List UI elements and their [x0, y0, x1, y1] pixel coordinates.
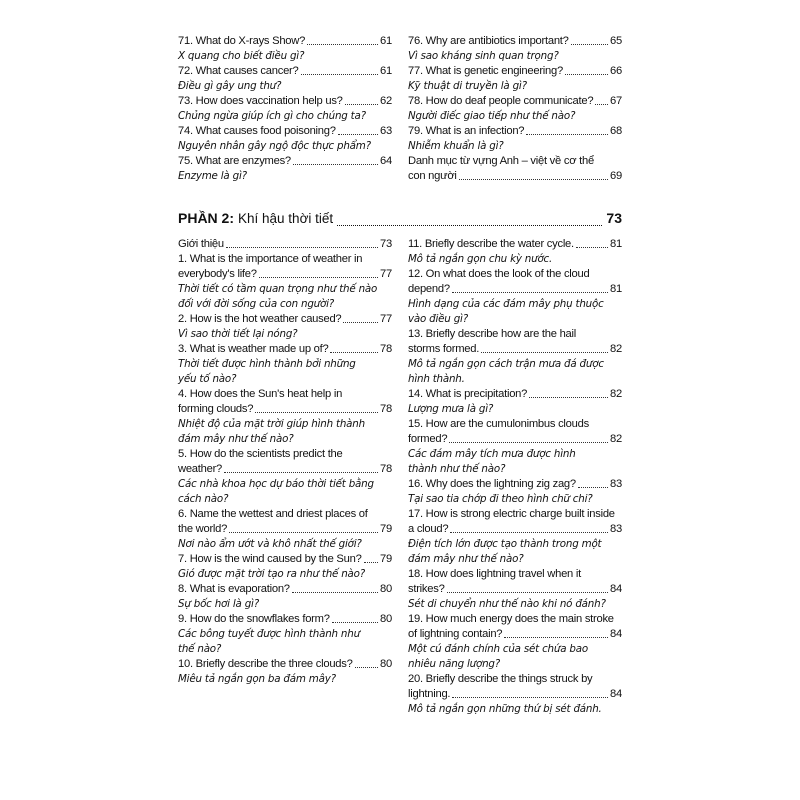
toc-entry-translation: Vì sao thời tiết lại nóng? [178, 328, 298, 340]
leader-dots [595, 94, 608, 105]
toc-entry-page-number: 68 [610, 125, 622, 137]
toc-entry-translation: Gió được mặt trời tạo ra như thế nào? [178, 568, 366, 580]
toc-entry-translation: Sét di chuyển như thế nào khi nó đánh? [408, 598, 606, 610]
toc-entry-translation: Chủng ngừa giúp ích gì cho chúng ta? [178, 110, 366, 122]
toc-entry-page-number: 79 [380, 523, 392, 535]
leader-dots [578, 477, 608, 488]
toc-entry-title: 79. What is an infection? [408, 125, 525, 137]
toc-entry-translation: Sự bốc hơi là gì? [178, 598, 259, 610]
toc-entry [408, 267, 622, 327]
toc-entry-line [178, 34, 392, 49]
leader-dots [450, 522, 608, 533]
leader-dots [224, 462, 378, 473]
toc-entry [178, 312, 392, 342]
leader-dots [343, 312, 378, 323]
leader-dots [504, 627, 608, 638]
leader-dots [255, 402, 378, 413]
toc-entry-page-number: 84 [610, 583, 622, 595]
leader-dots [307, 34, 378, 45]
toc-entry-translation: Nơi nào ẩm ướt và khô nhất thế giới? [178, 538, 362, 550]
toc-entry-title: 16. Why does the lightning zig zag? [408, 478, 576, 490]
toc-entry-title-line: 17. How is strong electric charge built inside [408, 508, 615, 520]
toc-entry-line [178, 237, 392, 252]
toc-entry-line [178, 522, 392, 537]
toc-entry-translation: đám mây như thế nào? [178, 433, 294, 445]
toc-entry-translation: Hình dạng của các đám mây phụ thuộc [408, 298, 604, 310]
toc-entry-translation: Các bông tuyết được hình thành như [178, 628, 360, 640]
leader-dots [526, 124, 608, 135]
leader-dots [459, 169, 608, 180]
toc-entry [408, 567, 622, 612]
toc-entry-translation: Mô tả ngắn gọn cách trận mưa đá được [408, 358, 604, 370]
toc-entry-translation: Nhiệt độ của mặt trời giúp hình thành [178, 418, 365, 430]
leader-dots [301, 64, 379, 75]
toc-entry-title-line: 1. What is the importance of weather in [178, 253, 363, 265]
leader-dots [571, 34, 608, 45]
toc-entry-line [408, 237, 622, 252]
toc-entry-line [178, 124, 392, 139]
toc-entry-page-number: 78 [380, 403, 392, 415]
toc-entry-page-number: 78 [380, 343, 392, 355]
toc-entry-line [178, 612, 392, 627]
toc-entry-page-number: 81 [610, 283, 622, 295]
toc-entry-title: a cloud? [408, 523, 449, 535]
toc-entry-title: 2. How is the hot weather caused? [178, 313, 342, 325]
toc-entry-page-number: 73 [380, 238, 392, 250]
toc-entry-translation: Điện tích lớn được tạo thành trong một [408, 538, 602, 550]
toc-entry-page-number: 66 [610, 65, 622, 77]
toc-entry-line [178, 402, 392, 417]
leader-dots [292, 582, 378, 593]
toc-entry-title: con người [408, 170, 457, 182]
toc-entry-line [408, 387, 622, 402]
toc-entry-line [178, 582, 392, 597]
toc-entry [178, 447, 392, 507]
toc-entry-title: weather? [178, 463, 223, 475]
toc-entry-title: strikes? [408, 583, 445, 595]
leader-dots [481, 342, 608, 353]
toc-entry [178, 657, 392, 687]
toc-entry [178, 387, 392, 447]
toc-entry-title: 72. What causes cancer? [178, 65, 299, 77]
toc-entry-page-number: 63 [380, 125, 392, 137]
toc-entry [408, 507, 622, 567]
toc-entry-title: of lightning contain? [408, 628, 503, 640]
toc-entry-title-line: 20. Briefly describe the things struck by [408, 673, 593, 685]
toc-entry-title: lightning. [408, 688, 451, 700]
toc-entry-translation: Nhiễm khuẩn là gì? [408, 140, 504, 152]
toc-entry-title-line: 12. On what does the look of the cloud [408, 268, 590, 280]
toc-entry [408, 612, 622, 672]
toc-entry-page-number: 77 [380, 313, 392, 325]
toc-entry-line [408, 477, 622, 492]
toc-entry-translation: Người điếc giao tiếp như thế nào? [408, 110, 576, 122]
toc-entry-title: formed? [408, 433, 448, 445]
leader-dots [355, 657, 378, 668]
toc-entry-line [178, 267, 392, 282]
toc-entry-line [178, 64, 392, 79]
toc-entry-title: Giới thiệu [178, 238, 224, 250]
toc-entry-translation: thành như thế nào? [408, 463, 506, 475]
toc-entry-translation: yếu tố nào? [178, 373, 237, 385]
leader-dots [345, 94, 378, 105]
toc-entry-page-number: 83 [610, 478, 622, 490]
toc-entry-title: 78. How do deaf people communicate? [408, 95, 594, 107]
toc-entry [178, 34, 392, 64]
toc-entry-title-line: 6. Name the wettest and driest places of [178, 508, 368, 520]
toc-entry-page-number: 77 [380, 268, 392, 280]
leader-dots [293, 154, 378, 165]
toc-entry-translation: cách nào? [178, 493, 229, 505]
toc-entry-line [178, 462, 392, 477]
section-label: PHẦN 2: [178, 210, 235, 226]
toc-entry [178, 124, 392, 154]
toc-entry-translation: Miêu tả ngắn gọn ba đám mây? [178, 673, 336, 685]
toc-entry-title: 76. Why are antibiotics important? [408, 35, 569, 47]
toc-entry-translation: Thời tiết được hình thành bởi những [178, 358, 356, 370]
toc-entry-translation: Enzyme là gì? [178, 170, 247, 182]
toc-entry-translation: Thời tiết có tầm quan trọng như thế nào [178, 283, 378, 295]
toc-entry-translation: hình thành. [408, 373, 465, 385]
toc-entry-translation: Một cú đánh chính của sét chứa bao [408, 643, 588, 655]
leader-dots [338, 124, 378, 135]
toc-entry-title: 74. What causes food poisoning? [178, 125, 336, 137]
toc-entry-page-number: 61 [380, 35, 392, 47]
toc-entry-translation: đối với đời sống của con người? [178, 298, 335, 310]
toc-entry-page-number: 67 [610, 95, 622, 107]
leader-dots [529, 387, 608, 398]
toc-entry-title: everybody's life? [178, 268, 257, 280]
toc-entry-translation: vào điều gì? [408, 313, 468, 325]
toc-entry-page-number: 83 [610, 523, 622, 535]
toc-entry-title: 11. Briefly describe the water cycle. [408, 238, 574, 250]
toc-entry-line [178, 552, 392, 567]
toc-entry-translation: Mô tả ngắn gọn chu kỳ nước. [408, 253, 553, 265]
toc-entry-line [408, 627, 622, 642]
toc-top-left-column [178, 34, 392, 184]
toc-entry-translation: X quang cho biết điều gì? [178, 50, 305, 62]
leader-dots [332, 612, 378, 623]
toc-entry-line [178, 312, 392, 327]
toc-body-left-column [178, 237, 392, 687]
toc-entry-translation: Mô tả ngắn gọn những thứ bị sét đánh. [408, 703, 602, 715]
toc-entry-page-number: 82 [610, 343, 622, 355]
toc-entry-title: 8. What is evaporation? [178, 583, 290, 595]
toc-entry-page-number: 81 [610, 238, 622, 250]
section-page-number: 73 [606, 210, 622, 226]
toc-entry [408, 387, 622, 417]
leader-dots [364, 552, 379, 563]
toc-entry-translation: Kỹ thuật di truyền là gì? [408, 80, 527, 92]
toc-entry-line [178, 154, 392, 169]
toc-entry-page-number: 80 [380, 658, 392, 670]
toc-entry [408, 94, 622, 124]
toc-entry-line [408, 64, 622, 79]
leader-dots [452, 282, 608, 293]
toc-entry-line [408, 94, 622, 109]
toc-entry-line [408, 432, 622, 447]
toc-entry-page-number: 84 [610, 628, 622, 640]
toc-entry-title: 14. What is precipitation? [408, 388, 528, 400]
toc-entry [178, 582, 392, 612]
toc-entry [178, 64, 392, 94]
toc-entry-title-line: Danh mục từ vựng Anh – việt về cơ thể [408, 155, 594, 167]
toc-entry-page-number: 82 [610, 388, 622, 400]
toc-entry-page-number: 84 [610, 688, 622, 700]
section-heading [178, 210, 622, 230]
toc-entry-title-line: 19. How much energy does the main stroke [408, 613, 614, 625]
toc-entry-translation: đám mây như thế nào? [408, 553, 524, 565]
toc-entry-translation: Các đám mây tích mưa được hình [408, 448, 576, 460]
toc-entry-line [408, 34, 622, 49]
toc-entry-page-number: 80 [380, 583, 392, 595]
leader-dots [229, 522, 378, 533]
toc-entry-translation: Lượng mưa là gì? [408, 403, 494, 415]
toc-entry-title: 3. What is weather made up of? [178, 343, 329, 355]
toc-entry-title: depend? [408, 283, 450, 295]
toc-body-right-column [408, 237, 622, 717]
toc-entry [178, 612, 392, 657]
toc-entry-line [408, 522, 622, 537]
leader-dots [576, 237, 608, 248]
leader-dots [226, 237, 378, 248]
toc-entry-title-line: 4. How does the Sun's heat help in [178, 388, 343, 400]
toc-entry-title-line: 15. How are the cumulonimbus clouds [408, 418, 589, 430]
toc-entry-title-line: 5. How do the scientists predict the [178, 448, 343, 460]
toc-entry-page-number: 79 [380, 553, 392, 565]
toc-entry-page-number: 69 [610, 170, 622, 182]
toc-entry-page-number: 61 [380, 65, 392, 77]
leader-dots [449, 432, 608, 443]
toc-entry [408, 34, 622, 64]
toc-entry-title: 9. How do the snowflakes form? [178, 613, 330, 625]
toc-entry-page-number: 64 [380, 155, 392, 167]
toc-entry-title: 7. How is the wind caused by the Sun? [178, 553, 362, 565]
toc-entry-translation: Vì sao kháng sinh quan trọng? [408, 50, 559, 62]
toc-top-right-column [408, 34, 622, 184]
toc-entry-page-number: 80 [380, 613, 392, 625]
toc-entry [408, 64, 622, 94]
leader-dots [337, 215, 602, 226]
toc-entry-title: 71. What do X-rays Show? [178, 35, 306, 47]
toc-entry-line [178, 342, 392, 357]
section-title: Khí hậu thời tiết [238, 211, 334, 226]
leader-dots [447, 582, 609, 593]
toc-entry-page-number: 82 [610, 433, 622, 445]
toc-entry [408, 477, 622, 507]
toc-entry [178, 552, 392, 582]
toc-entry-line [178, 657, 392, 672]
toc-entry-line [408, 342, 622, 357]
toc-entry-title: 75. What are enzymes? [178, 155, 291, 167]
leader-dots [330, 342, 378, 353]
toc-entry-title: the world? [178, 523, 228, 535]
toc-entry-line [408, 582, 622, 597]
toc-entry-page-number: 78 [380, 463, 392, 475]
toc-entry-line [178, 94, 392, 109]
toc-entry [178, 154, 392, 184]
toc-entry-translation: Điều gì gây ung thư? [178, 80, 282, 92]
toc-entry [408, 154, 622, 184]
toc-entry-title: 10. Briefly describe the three clouds? [178, 658, 353, 670]
toc-entry-translation: Nguyên nhân gây ngộ độc thực phẩm? [178, 140, 371, 152]
toc-entry [178, 237, 392, 252]
toc-entry-title: 77. What is genetic engineering? [408, 65, 563, 77]
toc-entry-translation: Các nhà khoa học dự báo thời tiết bằng [178, 478, 374, 490]
toc-entry [408, 124, 622, 154]
toc-entry [178, 252, 392, 312]
toc-entry [408, 237, 622, 267]
toc-entry [178, 507, 392, 552]
toc-entry-line [408, 124, 622, 139]
toc-entry-line [408, 169, 622, 184]
leader-dots [565, 64, 608, 75]
toc-entry-translation: thế nào? [178, 643, 222, 655]
toc-entry-title-line: 13. Briefly describe how are the hail [408, 328, 576, 340]
toc-entry-title: forming clouds? [178, 403, 254, 415]
toc-entry [408, 327, 622, 387]
toc-entry-title: storms formed. [408, 343, 480, 355]
toc-entry-line [408, 687, 622, 702]
toc-entry-line [408, 282, 622, 297]
toc-entry-translation: Tại sao tia chớp đi theo hình chữ chi? [408, 493, 593, 505]
toc-entry [178, 94, 392, 124]
toc-entry [178, 342, 392, 387]
toc-entry [408, 672, 622, 717]
toc-entry-page-number: 62 [380, 95, 392, 107]
toc-entry [408, 417, 622, 477]
toc-entry-title: 73. How does vaccination help us? [178, 95, 343, 107]
toc-entry-translation: nhiêu năng lượng? [408, 658, 501, 670]
leader-dots [452, 687, 608, 698]
leader-dots [259, 267, 378, 278]
toc-entry-page-number: 65 [610, 35, 622, 47]
toc-entry-title-line: 18. How does lightning travel when it [408, 568, 581, 580]
